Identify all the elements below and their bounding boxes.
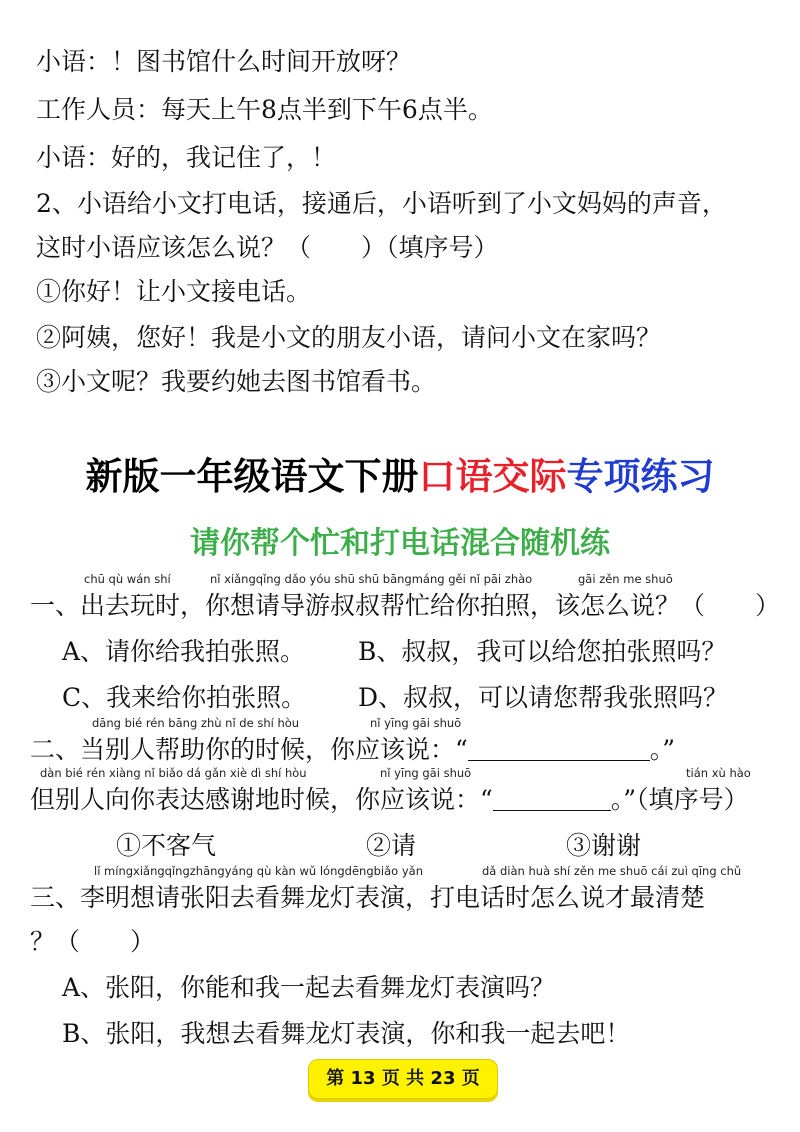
- question-1-option-d: D、叔叔，可以请您帮我张照吗？: [358, 683, 729, 712]
- question-2-prompt: 这时小语应该怎么说？（ ）（填序号）: [36, 233, 499, 262]
- question-2c-text-end: 。”（填序号）: [610, 785, 749, 814]
- answer-blank-2[interactable]: [493, 788, 611, 811]
- question-3-answer-paren: ？（ ）: [30, 927, 156, 956]
- page-label-mid: 页 共: [381, 1068, 425, 1089]
- title-part-3: 专项练习: [566, 455, 715, 498]
- question-1-text: 一、出去玩时，你想请导游叔叔帮忙给你拍照，该怎么说？（ ）: [30, 591, 781, 620]
- choice-3: ③谢谢: [566, 831, 642, 860]
- dialogue-line-1: 小语：！图书馆什么时间开放呀？: [36, 47, 412, 76]
- q2-pinyin-d: nǐ yīng gāi shuō: [380, 766, 472, 780]
- question-2b-text-end: 。”: [649, 735, 676, 764]
- choice-2: ②请: [366, 831, 417, 860]
- question-2-option-1: ①你好！让小文接电话。: [36, 277, 312, 306]
- q3-pinyin-a: lǐ míngxiǎngqǐngzhāngyáng qù kàn wǔ lóngdēngbiǎo yǎn: [94, 864, 424, 878]
- page-number-badge: [308, 1059, 498, 1099]
- title-part-1: 新版一年级语文下册: [85, 455, 419, 498]
- question-2-text: 2、小语给小文打电话，接通后，小语听到了小文妈妈的声音，: [36, 189, 727, 218]
- question-2-option-3: ③小文呢？我要约她去图书馆看书。: [36, 367, 437, 396]
- question-2-option-2: ②阿姨，您好！我是小文的朋友小语，请问小文在家吗？: [36, 323, 662, 352]
- current-page: 13: [350, 1068, 376, 1089]
- question-3-option-a: A、张阳，你能和我一起去看舞龙灯表演吗？: [62, 973, 556, 1002]
- q2-pinyin-e: tián xù hào: [686, 766, 751, 780]
- page-label-end: 页: [461, 1068, 480, 1089]
- question-3-text: 三、李明想请张阳去看舞龙灯表演，打电话时怎么说才最清楚: [30, 883, 706, 912]
- dialogue-line-3: 小语：好的，我记住了，！: [36, 143, 337, 172]
- title-part-2: 口语交际: [418, 455, 567, 498]
- answer-blank-1[interactable]: [468, 738, 650, 761]
- dialogue-line-2: 工作人员：每天上午8点半到下午6点半。: [36, 95, 493, 124]
- question-1-option-b: B、叔叔，我可以给您拍张照吗？: [358, 637, 727, 666]
- q1-pinyin-b: nǐ xiǎngqǐng dǎo yóu shū shū bāngmáng gěi nǐ pāi zhào: [210, 572, 533, 586]
- q1-pinyin-c: gāi zěn me shuō: [578, 572, 673, 586]
- question-2b-text: [30, 730, 675, 766]
- question-2c-text: [30, 780, 749, 816]
- q2-pinyin-b: nǐ yīng gāi shuō: [370, 716, 462, 730]
- question-2c-text-main: 但别人向你表达感谢地时候，你应该说：“: [30, 785, 493, 814]
- question-2b-text-main: 二、当别人帮助你的时候，你应该说：“: [30, 735, 468, 764]
- q3-pinyin-b: dǎ diàn huà shí zěn me shuō cái zuì qīng chǔ: [482, 864, 742, 878]
- total-pages: 23: [430, 1068, 456, 1089]
- question-3-option-b: B、张阳，我想去看舞龙灯表演，你和我一起去吧！: [62, 1019, 631, 1048]
- q2-pinyin-c: dàn bié rén xiàng nǐ biǎo dá gǎn xiè dì shí hòu: [40, 766, 307, 780]
- q2-pinyin-a: dāng bié rén bāng zhù nǐ de shí hòu: [92, 716, 300, 730]
- page-subtitle: 请你帮个忙和打电话混合随机练: [190, 526, 610, 561]
- question-1-option-c: C、我来给你拍张照。: [62, 683, 307, 712]
- page-label-start: 第: [326, 1068, 345, 1089]
- q1-pinyin-a: chū qù wán shí: [84, 572, 171, 586]
- page-title: [0, 446, 800, 500]
- question-1-option-a: A、请你给我拍张照。: [62, 637, 306, 666]
- choice-1: ①不客气: [116, 831, 217, 860]
